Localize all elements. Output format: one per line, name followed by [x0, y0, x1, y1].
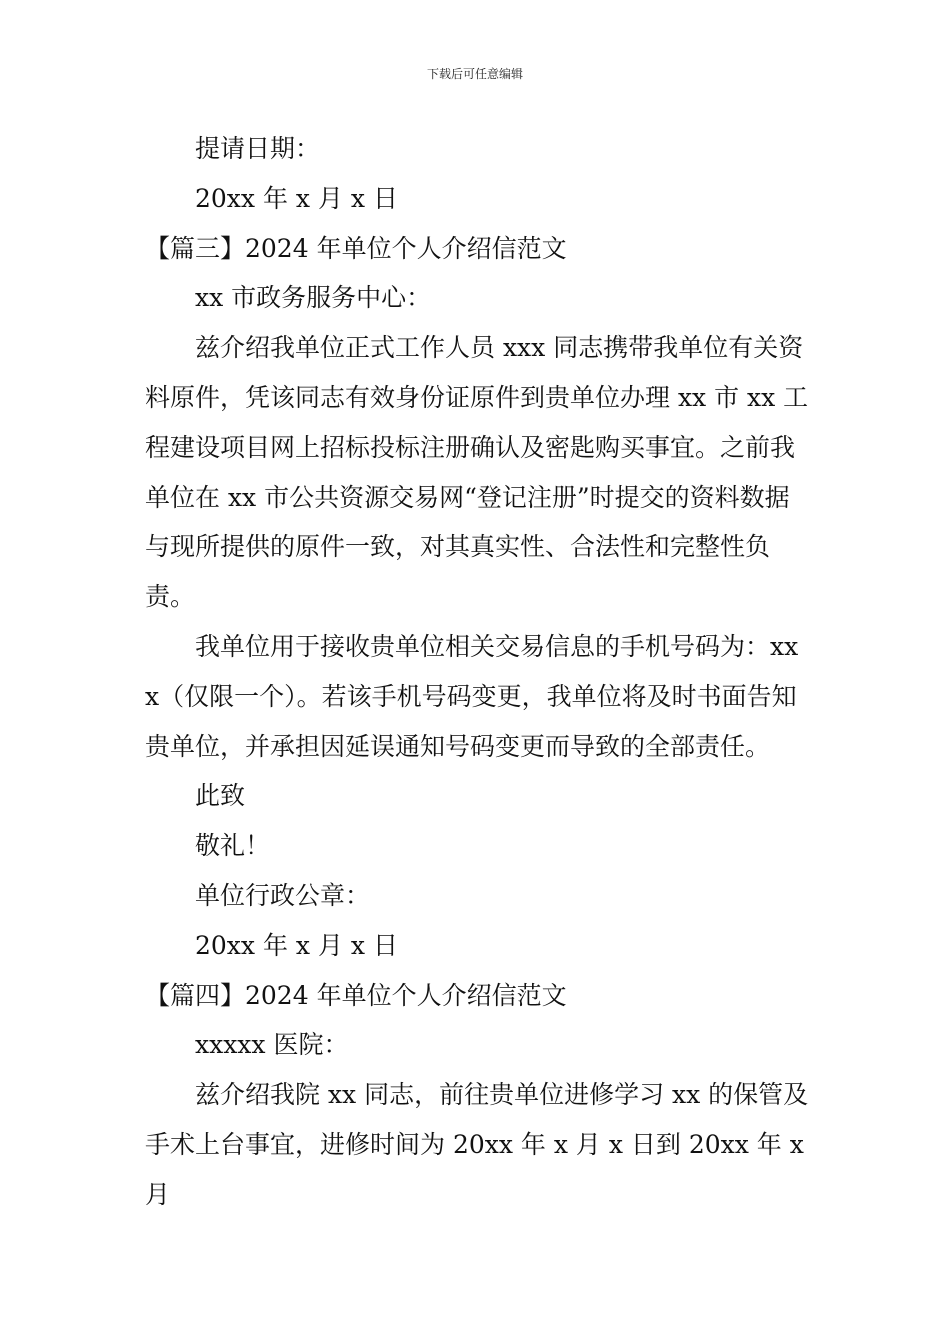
section-three-title: 【篇三】2024 年单位个人介绍信范文 [145, 233, 567, 263]
hospital-recipient-line: xxxxx 医院： [195, 1030, 349, 1060]
closing-salutation: 此致 [195, 781, 246, 811]
recipient-line: xx 市政务服务中心： [195, 283, 432, 313]
official-seal-label: 单位行政公章： [195, 880, 371, 910]
phone-number-paragraph: 我单位用于接收贵单位相关交易信息的手机号码为：xxx（仅限一个）。若该手机号码变更，我单位将及时书面告知贵单位，并承担因延误通知号码变更而导致的全部责任。 [145, 631, 799, 761]
introduction-paragraph: 兹介绍我单位正式工作人员 xxx 同志携带我单位有关资料原件，凭该同志有效身份证原件到贵单位办理 xx 市 xx 工程建设项目网上招标投标注册确认及密匙购买事宜。之前我单位在 xx 市公共资源交易网“登记注册”时提交的资料数据与现所提供的原件一致，对其真实性、合法性和完整性负责。 [145, 333, 809, 612]
page-header-note: 下载后可任意编辑 [426, 67, 523, 81]
hospital-introduction-paragraph: 兹介绍我院 xx 同志，前往贵单位进修学习 xx 的保管及手术上台事宜，进修时间为 20xx 年 x 月 x 日到 20xx 年 x 月 [145, 1080, 809, 1209]
regards-line: 敬礼！ [195, 831, 271, 861]
document-body [145, 124, 810, 1220]
section-four-title: 【篇四】2024 年单位个人介绍信范文 [145, 980, 567, 1010]
submission-date-label: 提请日期： [195, 134, 321, 163]
submission-date-value: 20xx 年 x 月 x 日 [195, 183, 398, 213]
letter-date: 20xx 年 x 月 x 日 [195, 930, 398, 960]
